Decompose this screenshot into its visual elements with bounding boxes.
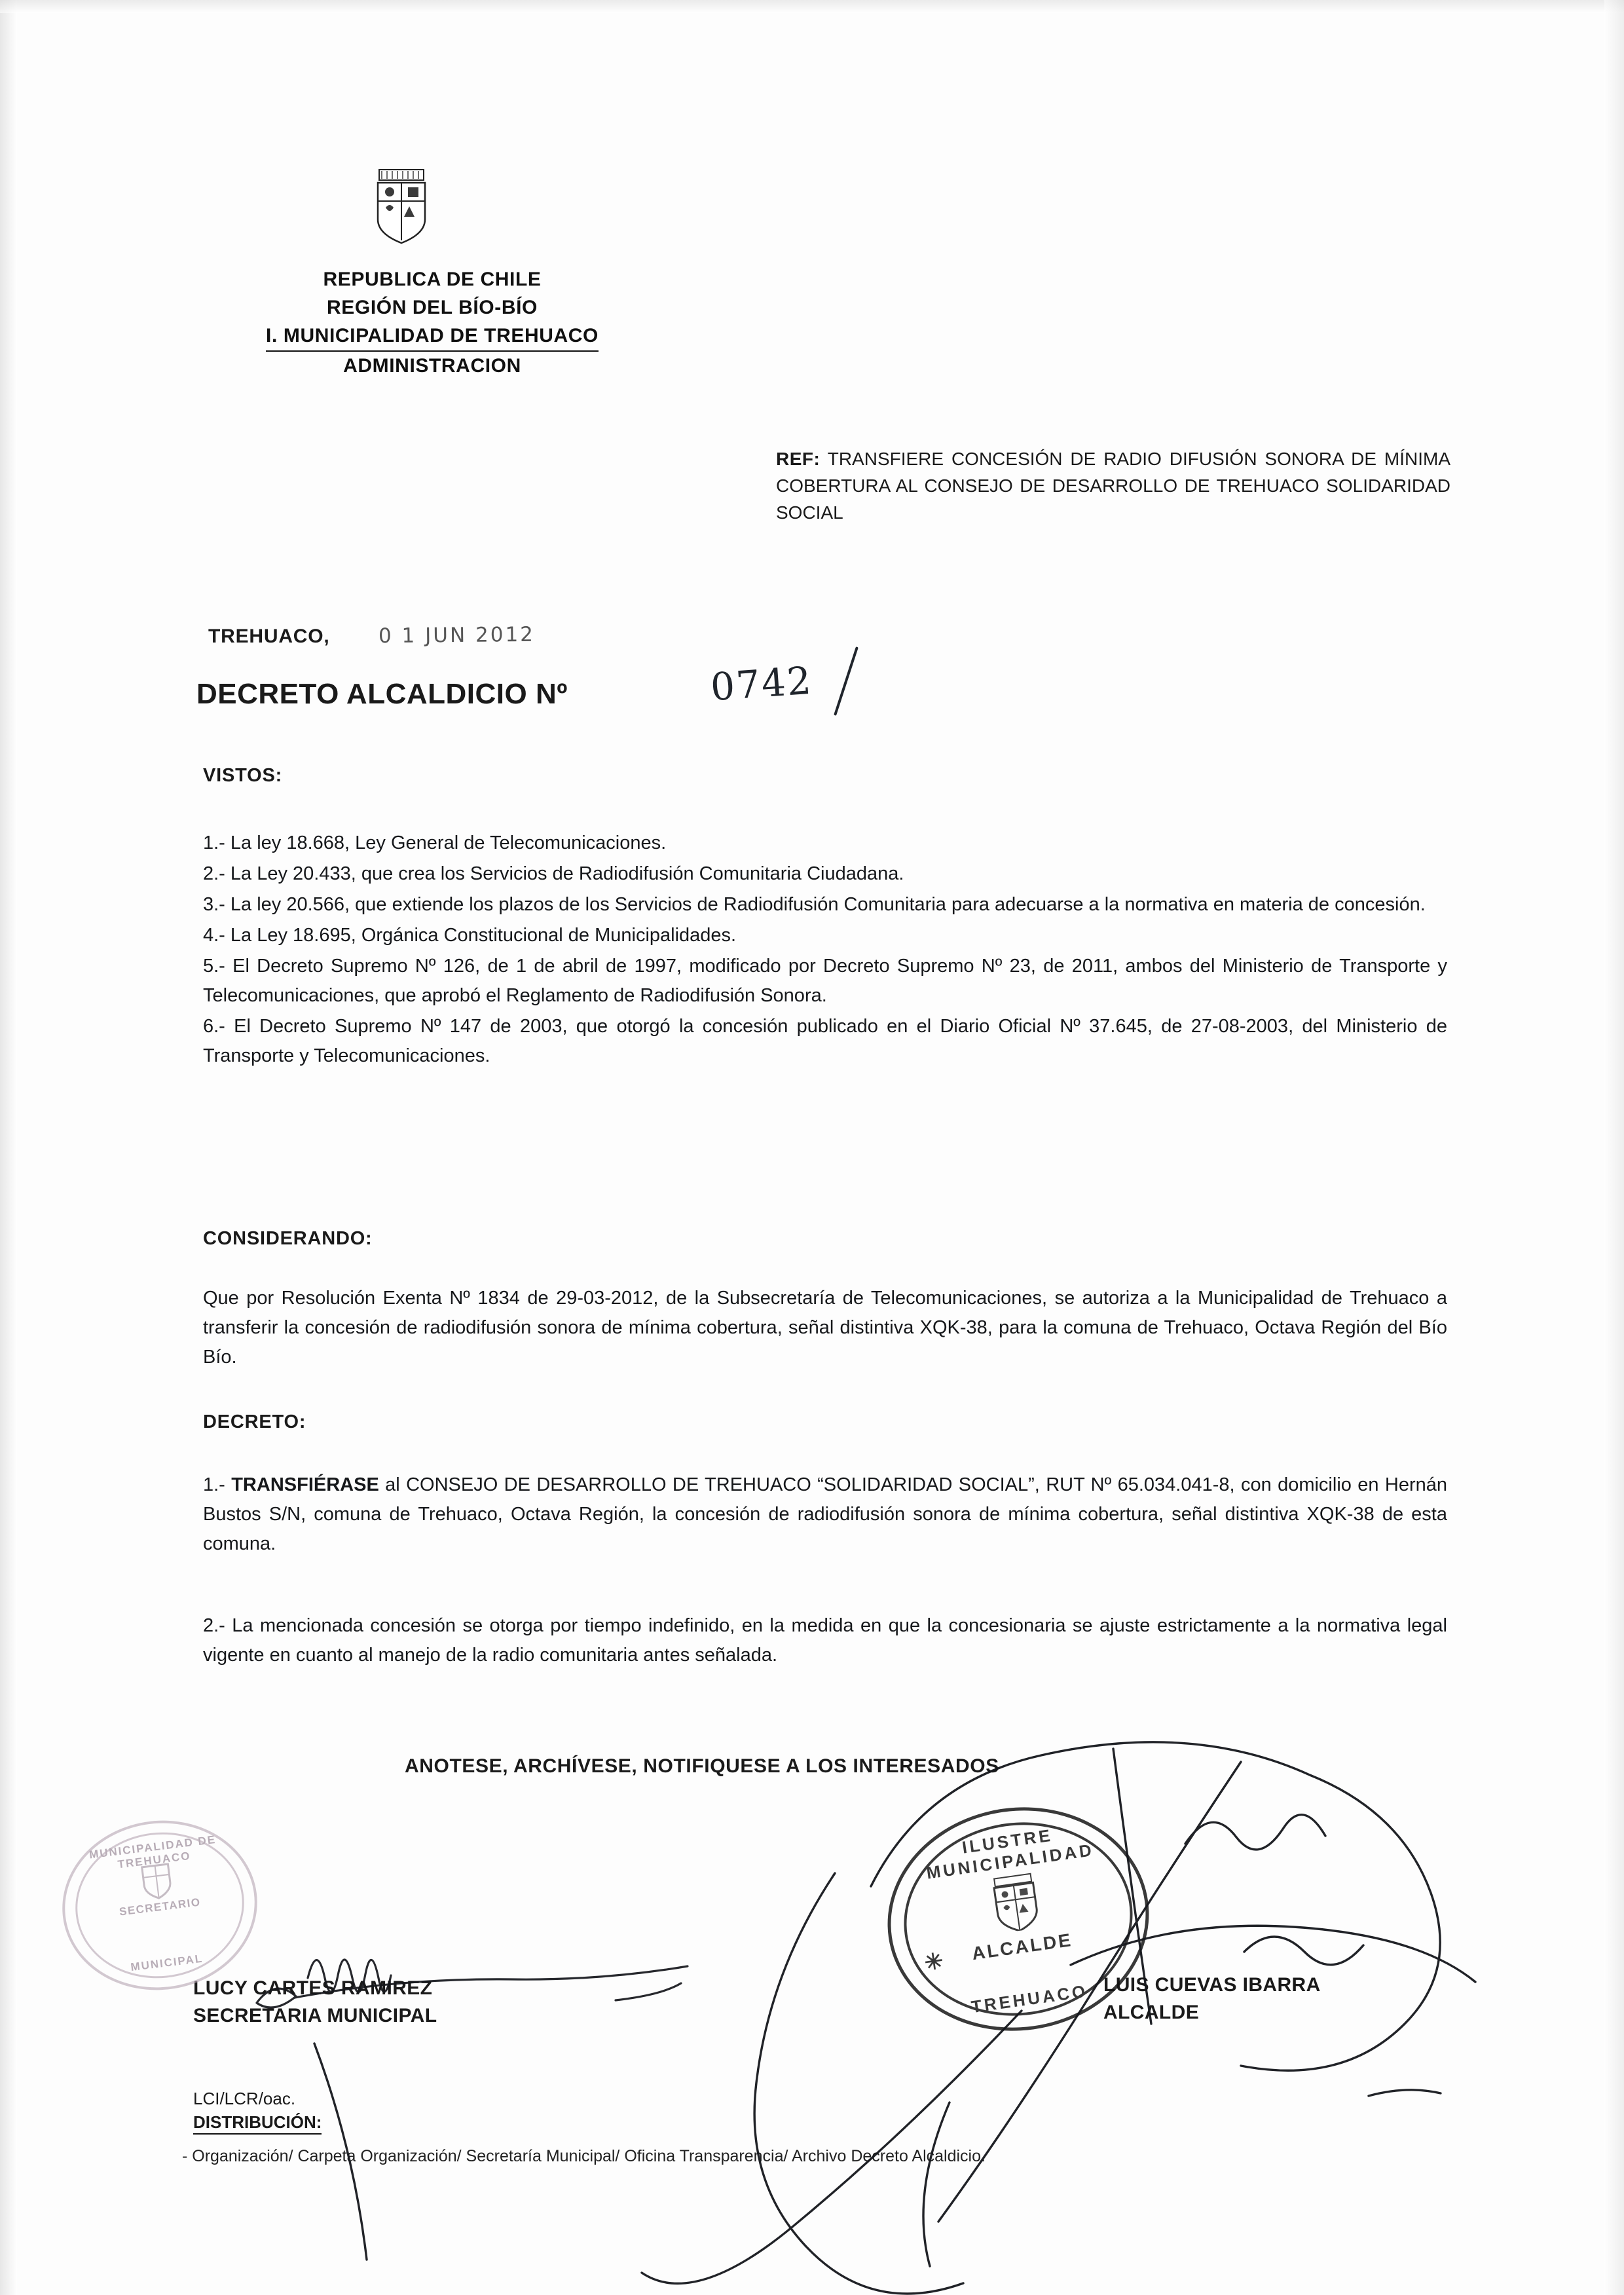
vistos-item-6: 6.- El Decreto Supremo Nº 147 de 2003, que otorgó la concesión publicado en el Diario Oficial Nº 37.645, de 27-08-2003, del Ministerio de Transporte y Telecomunicaciones. — [203, 1016, 1447, 1066]
decreto-item-2 — [203, 1611, 1447, 1671]
decreto-heading: DECRETO: — [203, 1411, 306, 1432]
decreto-item-1 — [203, 1470, 1447, 1560]
secretary-stamp-mid-text: SECRETARIO — [119, 1895, 202, 1918]
vistos-item-2: 2.- La Ley 20.433, que crea los Servicios de Radiodifusión Comunitaria Ciudadana. — [203, 863, 904, 884]
decreto-item-1-rest: al CONSEJO DE DESARROLLO DE TREHUACO “SOLIDARIDAD SOCIAL”, RUT Nº 65.034.041-8, con domicilio en Hernán Bustos S/N, comuna de Trehuaco, Octava Región, la concesión de radiodifusión sonora de mínima cobertura, señal distintiva XQK-38 de esta comuna. — [203, 1474, 1447, 1554]
mayor-name: LUIS CUEVAS IBARRA — [1103, 1974, 1321, 1996]
letterhead — [196, 265, 668, 380]
distribution-label: DISTRIBUCIÓN: — [193, 2112, 322, 2135]
letterhead-line-1: REPUBLICA DE CHILE — [323, 269, 542, 290]
vistos-heading: VISTOS: — [203, 765, 283, 786]
secretary-stamp-crest-icon — [138, 1859, 176, 1901]
mayor-stamp-top-text: ILUSTRE MUNICIPALIDAD — [925, 1825, 1096, 1883]
decree-number: 0742 — [709, 658, 814, 710]
mayor-stamp-center-text: ALCALDE — [970, 1929, 1074, 1964]
secretary-stamp-top-text: MUNICIPALIDAD DE TREHUACO — [88, 1833, 217, 1871]
letterhead-line-2: REGIÓN DEL BÍO-BÍO — [327, 297, 538, 318]
closing-line: ANOTESE, ARCHÍVESE, NOTIFIQUESE A LOS INTERESADOS — [405, 1755, 999, 1777]
place-line: TREHUACO, — [208, 625, 330, 647]
vistos-item-5: 5.- El Decreto Supremo Nº 126, de 1 de abril de 1997, modificado por Decreto Supremo Nº 23, de 2011, ambos del Ministerio de Transporte y Telecomunicaciones, que aprobó el Reglamento de Radiodifusión Sonora. — [203, 956, 1447, 1006]
mayor-stamp-crest-icon — [986, 1870, 1046, 1934]
signature-block-secretary — [193, 1975, 437, 2030]
considerando-heading: CONSIDERANDO: — [203, 1228, 373, 1249]
secretary-stamp — [52, 1810, 267, 2001]
reference-block — [776, 445, 1450, 526]
vistos-body — [203, 829, 1447, 1072]
distribution-text: - Organización/ Carpeta Organización/ Secretaría Municipal/ Oficina Transparencia/ Archivo Decreto Alcaldicio. — [182, 2147, 986, 2165]
vistos-item-4: 4.- La Ley 18.695, Orgánica Constitucional de Municipalidades. — [203, 925, 737, 946]
reference-label: REF: — [776, 449, 821, 469]
letterhead-line-4: ADMINISTRACION — [343, 355, 521, 377]
footer-code: LCI/LCR/oac. — [193, 2089, 296, 2108]
decreto-item-1-prefix: 1.- — [203, 1474, 232, 1495]
decreto-item-2-text: 2.- La mencionada concesión se otorga por tiempo indefinido, en la medida en que la concesionaria se ajuste estrictamente a la normativa legal vigente en cuanto al manejo de la radio comunitaria antes señalada. — [203, 1615, 1447, 1666]
letterhead-line-3: I. MUNICIPALIDAD DE TREHUACO — [266, 322, 599, 352]
mayor-title: ALCALDE — [1103, 2002, 1200, 2023]
considerando-body — [203, 1284, 1447, 1373]
considerando-text: Que por Resolución Exenta Nº 1834 de 29-03-2012, de la Subsecretaría de Telecomunicaciones, se autoriza a la Municipalidad de Trehuaco a transferir la concesión de radiodifusión sonora de mínima cobertura, señal distintiva XQK-38, para la comuna de Trehuaco, Octava Región del Bío Bío. — [203, 1288, 1447, 1368]
decree-title: DECRETO ALCALDICIO Nº — [196, 678, 568, 710]
decree-number-slash — [834, 646, 858, 716]
mayor-stamp-bottom-text: TREHUACO — [970, 1981, 1090, 2017]
decreto-item-1-strong: TRANSFIÉRASE — [231, 1474, 379, 1495]
coat-of-arms-icon — [370, 167, 433, 246]
secretary-stamp-bottom-text: MUNICIPAL — [130, 1952, 204, 1974]
mayor-stamp-star-icon: ✳ — [923, 1948, 945, 1976]
secretary-name: LUCY CARTES RAMIREZ — [193, 1977, 433, 1999]
date-stamp: 0 1 JUN 2012 — [378, 622, 536, 648]
secretary-title: SECRETARIA MUNICIPAL — [193, 2005, 437, 2026]
vistos-item-3: 3.- La ley 20.566, que extiende los plazos de los Servicios de Radiodifusión Comunitaria para adecuarse a la normativa en materia de concesión. — [203, 894, 1426, 915]
reference-text: TRANSFIERE CONCESIÓN DE RADIO DIFUSIÓN SONORA DE MÍNIMA COBERTURA AL CONSEJO DE DESARROLLO DE TREHUACO SOLIDARIDAD SOCIAL — [776, 449, 1450, 523]
vistos-item-1: 1.- La ley 18.668, Ley General de Telecomunicaciones. — [203, 832, 667, 853]
